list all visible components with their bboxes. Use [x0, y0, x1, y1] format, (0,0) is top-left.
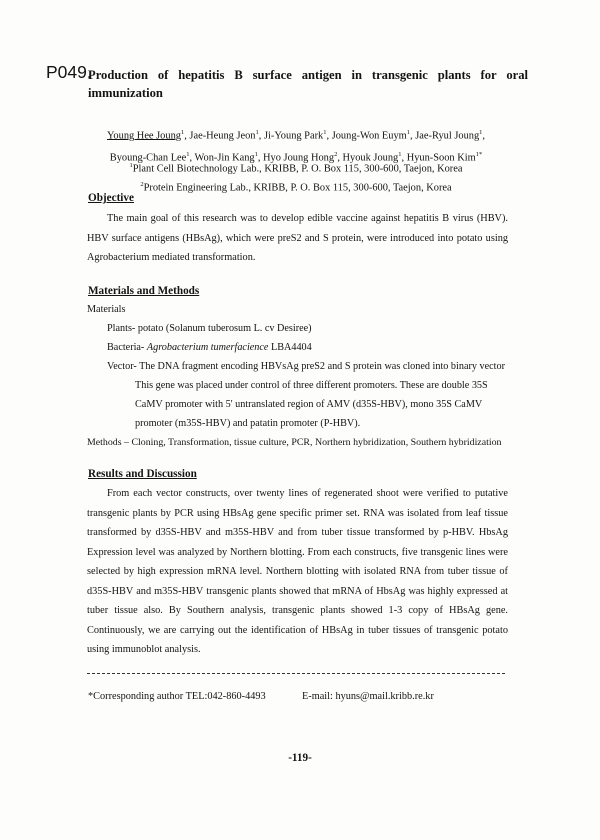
vector-line-1: Vector- The DNA fragment encoding HBVsAg preS2 and S protein was cloned into binary vector	[107, 361, 505, 372]
affiliation-2	[86, 181, 506, 193]
author-affiliation-marker: 1	[398, 151, 402, 159]
author-name: Byoung-Chan Lee	[109, 152, 187, 164]
author-name: Hyouk Joung	[342, 152, 399, 164]
bacteria-line	[107, 342, 312, 353]
page-number: -119-	[288, 752, 312, 764]
methods-line: Methods – Cloning, Transformation, tissue culture, PCR, Northern hybridization, Southern hybridization	[87, 437, 502, 448]
author-affiliation-marker: 1	[186, 151, 190, 159]
affiliation-text: Protein Engineering Lab., KRIBB, P. O. Box 115, 300-600, Taejon, Korea	[143, 182, 452, 194]
vector-line-4: promoter (m35S-HBV) and patatin promoter (P-HBV).	[135, 418, 361, 429]
objective-text: The main goal of this research was to develop edible vaccine against hepatitis B virus (HBV). HBV surface antigens (HBsAg), which were preS2 and S protein, were introduced into potato using Agrobacterium mediated transformation.	[87, 213, 508, 263]
bacteria-species: Agrobacterium tumerfacience	[146, 342, 269, 353]
author-name: Young Hee Joung	[106, 130, 181, 142]
author-affiliation-marker: 1	[255, 129, 259, 136]
author-affiliation-marker: 1	[479, 129, 483, 136]
author-affiliation-marker: 1	[254, 151, 258, 159]
author-affiliation-marker: 1	[323, 129, 327, 136]
vector-line-2: This gene was placed under control of three different promoters. These are double 35S	[135, 380, 488, 391]
paper-title	[88, 66, 528, 102]
author-name: Joung-Won Euym	[331, 130, 407, 142]
methods-heading: Materials and Methods	[88, 285, 200, 297]
author-name: Won-Jin Kang	[194, 152, 255, 164]
objective-heading: Objective	[88, 192, 134, 204]
vector-line-3: CaMV promoter with 5' untranslated region of AMV (d35S-HBV), mono 35S CaMV	[135, 399, 483, 410]
footnote-divider	[87, 673, 505, 674]
abstract-code: P049.	[46, 62, 92, 82]
author-name: Hyun-Soon Kim	[406, 152, 476, 164]
author-name: Jae-Ryul Joung	[415, 130, 480, 142]
results-heading: Results and Discussion	[88, 468, 197, 480]
affiliation-text: Plant Cell Biotechnology Lab., KRIBB, P. O. Box 115, 300-600, Taejon, Korea	[132, 163, 463, 175]
author-name: Ji-Young Park	[263, 130, 324, 142]
author-list: Young Hee Joung$^1$, Jae-Heung Jeon$^1$, Ji-Young Park$^1$, Joung-Won Euym$^1$, Jae-Ryul Joung$^1$, Byoung-Chan Lee$^1$, Won-Jin Kang$^1$, Hyo Joung Hong$^2$, Hyouk Joung$^1$, Hyun-Soon Kim$^{1*}$	[106, 129, 486, 164]
author-affiliation-marker: 1*	[475, 151, 483, 159]
author-name: Hyo Joung Hong	[263, 152, 335, 164]
title-line-1: Production of hepatitis B surface antigen in transgenic plants for oral	[88, 68, 528, 82]
bacteria-prefix: Bacteria-	[107, 342, 147, 353]
author-name: Jae-Heung Jeon	[189, 130, 256, 142]
title-line-2: immunization	[88, 86, 163, 100]
author-affiliation-marker: 1	[180, 129, 185, 136]
affiliation-1	[86, 162, 506, 174]
author-affiliation-marker: 1	[406, 129, 411, 136]
affiliation-marker: 1	[129, 162, 133, 169]
corresponding-author: *Corresponding author TEL:042-860-4493	[88, 691, 266, 702]
bacteria-strain: LBA4404	[268, 342, 312, 353]
results-text: From each vector constructs, over twenty lines of regenerated shoot were verified to putative transgenic plants by PCR using HBsAg gene specific primer set. RNA was isolated from leaf tissue transformed by d35S-HBV and m35S-HBV and from tuber tissue transformed by p-HBV. HbsAg Expression level was analyzed by Northern blotting. From each constructs, five transgenic lines were selected by high expression mRNA level. Northern blotting with isolated RNA from tuber tissue of d35S-HBV and m35S-HBV transgenic plants showed that mRNA of HbsAg was highly expressed at tuber tissue also. By Southern analysis, transgenic plants showed 1-3 copy of HBsAg gene. Continuously, we are carrying out the identification of HBsAg in tuber tissues of transgenic potato using immunoblot analysis.	[87, 488, 508, 655]
materials-label: Materials	[87, 304, 126, 315]
email: E-mail: hyuns@mail.kribb.re.kr	[302, 691, 434, 702]
author-affiliation-marker: 2	[334, 151, 338, 159]
affiliation-marker: 2	[140, 181, 144, 188]
plants-line: Plants- potato (Solanum tuberosum L. cv Desiree)	[107, 323, 312, 334]
